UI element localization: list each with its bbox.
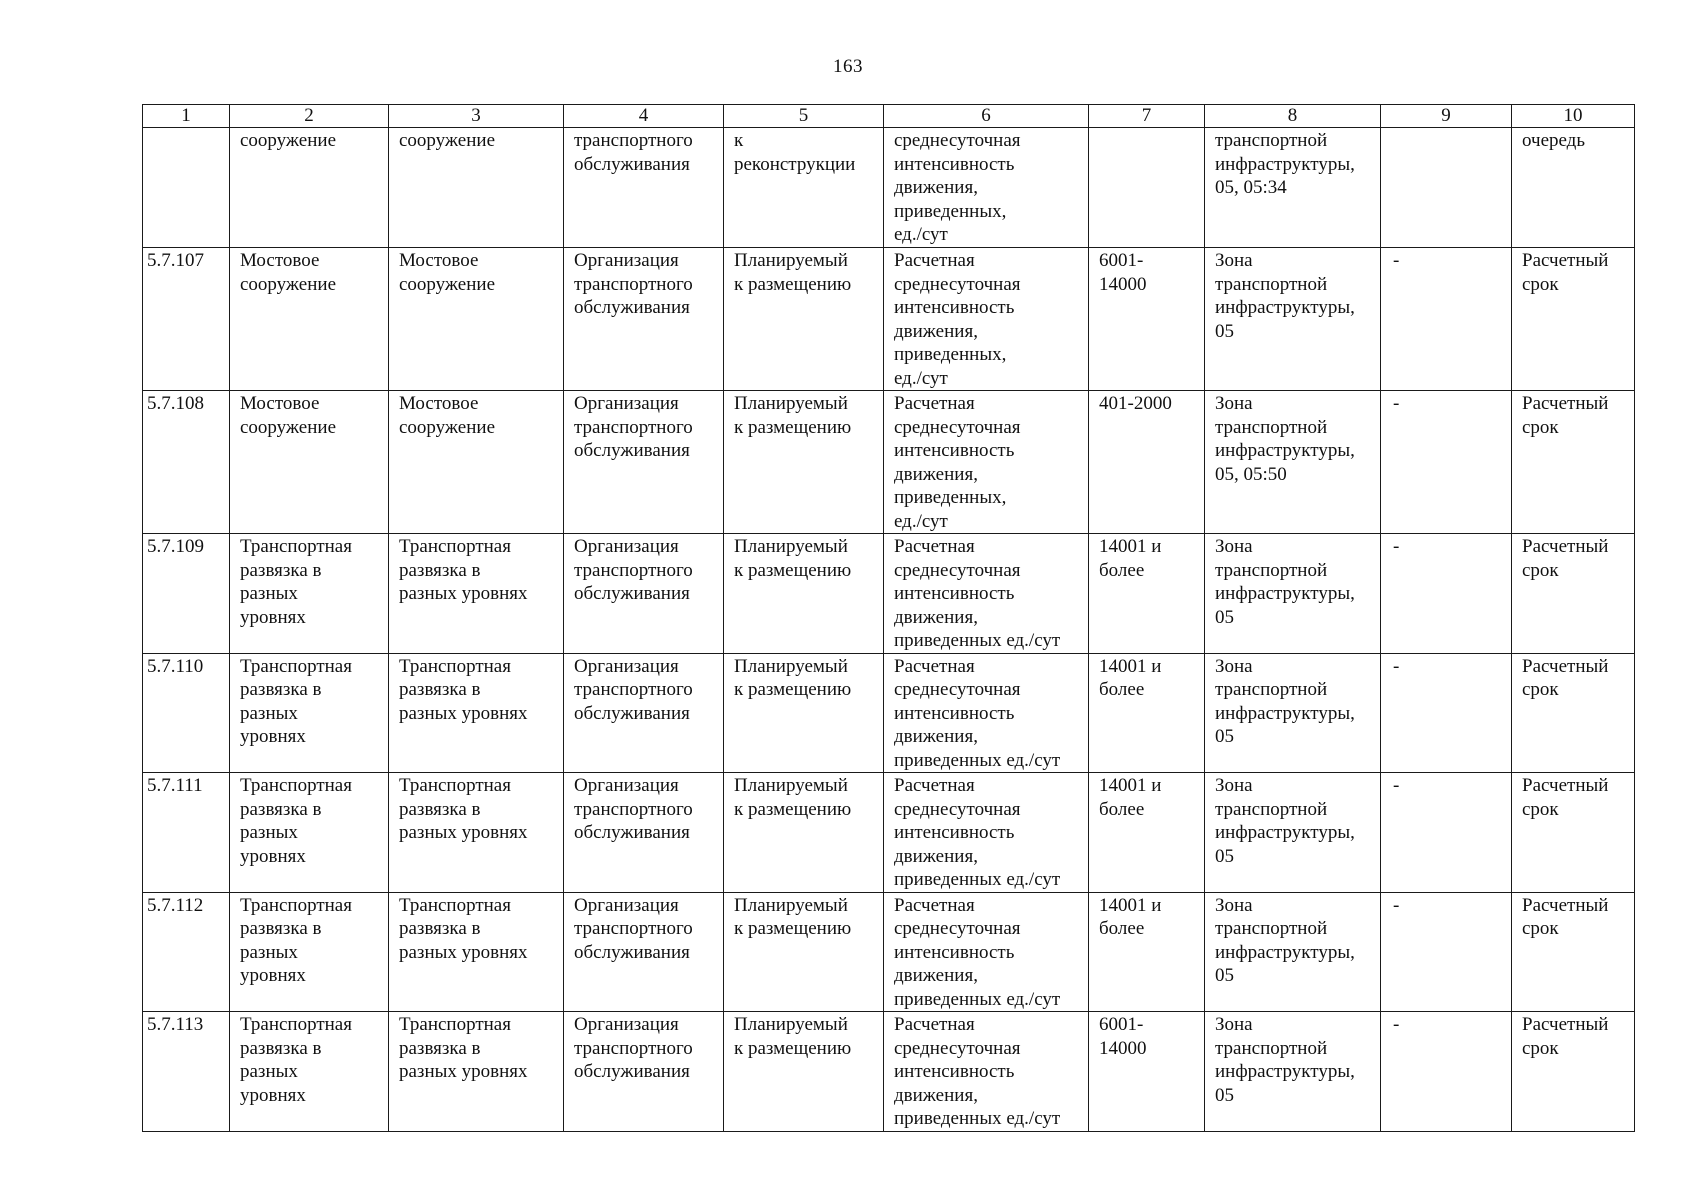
cell-zone: Зона транспортной инфраструктуры, 05 [1205, 534, 1381, 654]
cell-id: 5.7.111 [143, 773, 230, 893]
cell-term: Расчетный срок [1512, 391, 1635, 534]
column-number: 10 [1512, 105, 1635, 128]
cell-value: 6001- 14000 [1089, 248, 1205, 391]
cell-term: Расчетный срок [1512, 773, 1635, 893]
cell-parameter: Расчетная среднесуточная интенсивность движения, приведенных, ед./сут [884, 391, 1089, 534]
cell-object-type: Мостовое сооружение [230, 391, 389, 534]
cell-parameter: среднесуточная интенсивность движения, приведенных, ед./сут [884, 128, 1089, 248]
cell-purpose: Организация транспортного обслуживания [564, 773, 724, 893]
cell-zone: Зона транспортной инфраструктуры, 05 [1205, 653, 1381, 773]
cell-parameter: Расчетная среднесуточная интенсивность движения, приведенных ед./сут [884, 773, 1089, 893]
page-number: 163 [833, 56, 863, 77]
cell-object-type: сооружение [230, 128, 389, 248]
cell-protection-zone: - [1381, 1012, 1512, 1132]
cell-protection-zone: - [1381, 248, 1512, 391]
cell-status: Планируемый к размещению [724, 653, 884, 773]
cell-value: 14001 и более [1089, 653, 1205, 773]
cell-object-name: сооружение [389, 128, 564, 248]
registry-table [142, 104, 1635, 1132]
cell-id: 5.7.107 [143, 248, 230, 391]
cell-object-name: Транспортная развязка в разных уровнях [389, 892, 564, 1012]
cell-purpose: Организация транспортного обслуживания [564, 1012, 724, 1132]
cell-term: Расчетный срок [1512, 534, 1635, 654]
column-number: 1 [143, 105, 230, 128]
cell-object-type: Мостовое сооружение [230, 248, 389, 391]
cell-id: 5.7.108 [143, 391, 230, 534]
cell-value: 14001 и более [1089, 773, 1205, 893]
cell-object-name: Мостовое сооружение [389, 391, 564, 534]
cell-id: 5.7.109 [143, 534, 230, 654]
cell-object-type: Транспортная развязка в разных уровнях [230, 534, 389, 654]
cell-status: Планируемый к размещению [724, 248, 884, 391]
table-row [143, 391, 1635, 534]
table-row [143, 248, 1635, 391]
cell-purpose: Организация транспортного обслуживания [564, 534, 724, 654]
cell-object-name: Транспортная развязка в разных уровнях [389, 1012, 564, 1132]
cell-status: Планируемый к размещению [724, 773, 884, 893]
cell-object-type: Транспортная развязка в разных уровнях [230, 653, 389, 773]
cell-status: Планируемый к размещению [724, 1012, 884, 1132]
cell-status: Планируемый к размещению [724, 892, 884, 1012]
cell-protection-zone: - [1381, 773, 1512, 893]
column-number: 5 [724, 105, 884, 128]
cell-id [143, 128, 230, 248]
cell-zone: Зона транспортной инфраструктуры, 05 [1205, 773, 1381, 893]
cell-protection-zone [1381, 128, 1512, 248]
cell-term: Расчетный срок [1512, 653, 1635, 773]
cell-value: 401-2000 [1089, 391, 1205, 534]
cell-protection-zone: - [1381, 892, 1512, 1012]
cell-term: Расчетный срок [1512, 248, 1635, 391]
cell-value: 14001 и более [1089, 534, 1205, 654]
cell-status: Планируемый к размещению [724, 391, 884, 534]
cell-parameter: Расчетная среднесуточная интенсивность движения, приведенных ед./сут [884, 534, 1089, 654]
cell-status: Планируемый к размещению [724, 534, 884, 654]
table-row [143, 892, 1635, 1012]
cell-purpose: Организация транспортного обслуживания [564, 653, 724, 773]
cell-zone: Зона транспортной инфраструктуры, 05 [1205, 248, 1381, 391]
cell-parameter: Расчетная среднесуточная интенсивность движения, приведенных ед./сут [884, 1012, 1089, 1132]
cell-object-type: Транспортная развязка в разных уровнях [230, 773, 389, 893]
column-number: 8 [1205, 105, 1381, 128]
cell-purpose: Организация транспортного обслуживания [564, 391, 724, 534]
cell-parameter: Расчетная среднесуточная интенсивность движения, приведенных, ед./сут [884, 248, 1089, 391]
cell-parameter: Расчетная среднесуточная интенсивность движения, приведенных ед./сут [884, 892, 1089, 1012]
cell-parameter: Расчетная среднесуточная интенсивность движения, приведенных ед./сут [884, 653, 1089, 773]
cell-object-name: Транспортная развязка в разных уровнях [389, 773, 564, 893]
cell-zone: Зона транспортной инфраструктуры, 05 [1205, 1012, 1381, 1132]
column-number: 2 [230, 105, 389, 128]
cell-term: очередь [1512, 128, 1635, 248]
table-row-continuation [143, 128, 1635, 248]
cell-purpose: Организация транспортного обслуживания [564, 248, 724, 391]
cell-term: Расчетный срок [1512, 892, 1635, 1012]
cell-zone: Зона транспортной инфраструктуры, 05 [1205, 892, 1381, 1012]
cell-value: 6001- 14000 [1089, 1012, 1205, 1132]
cell-id: 5.7.110 [143, 653, 230, 773]
table-row [143, 534, 1635, 654]
column-number: 7 [1089, 105, 1205, 128]
cell-object-type: Транспортная развязка в разных уровнях [230, 892, 389, 1012]
cell-object-name: Транспортная развязка в разных уровнях [389, 534, 564, 654]
cell-value [1089, 128, 1205, 248]
table-row [143, 653, 1635, 773]
cell-term: Расчетный срок [1512, 1012, 1635, 1132]
column-number: 4 [564, 105, 724, 128]
cell-protection-zone: - [1381, 653, 1512, 773]
table-row [143, 773, 1635, 893]
column-number: 3 [389, 105, 564, 128]
cell-object-name: Мостовое сооружение [389, 248, 564, 391]
cell-value: 14001 и более [1089, 892, 1205, 1012]
cell-object-type: Транспортная развязка в разных уровнях [230, 1012, 389, 1132]
cell-purpose: транспортного обслуживания [564, 128, 724, 248]
cell-id: 5.7.113 [143, 1012, 230, 1132]
cell-protection-zone: - [1381, 534, 1512, 654]
column-number: 6 [884, 105, 1089, 128]
column-number: 9 [1381, 105, 1512, 128]
table-row [143, 1012, 1635, 1132]
cell-status: к реконструкции [724, 128, 884, 248]
cell-protection-zone: - [1381, 391, 1512, 534]
cell-zone: транспортной инфраструктуры, 05, 05:34 [1205, 128, 1381, 248]
cell-object-name: Транспортная развязка в разных уровнях [389, 653, 564, 773]
cell-purpose: Организация транспортного обслуживания [564, 892, 724, 1012]
cell-zone: Зона транспортной инфраструктуры, 05, 05:50 [1205, 391, 1381, 534]
column-number-row [143, 105, 1635, 128]
cell-id: 5.7.112 [143, 892, 230, 1012]
